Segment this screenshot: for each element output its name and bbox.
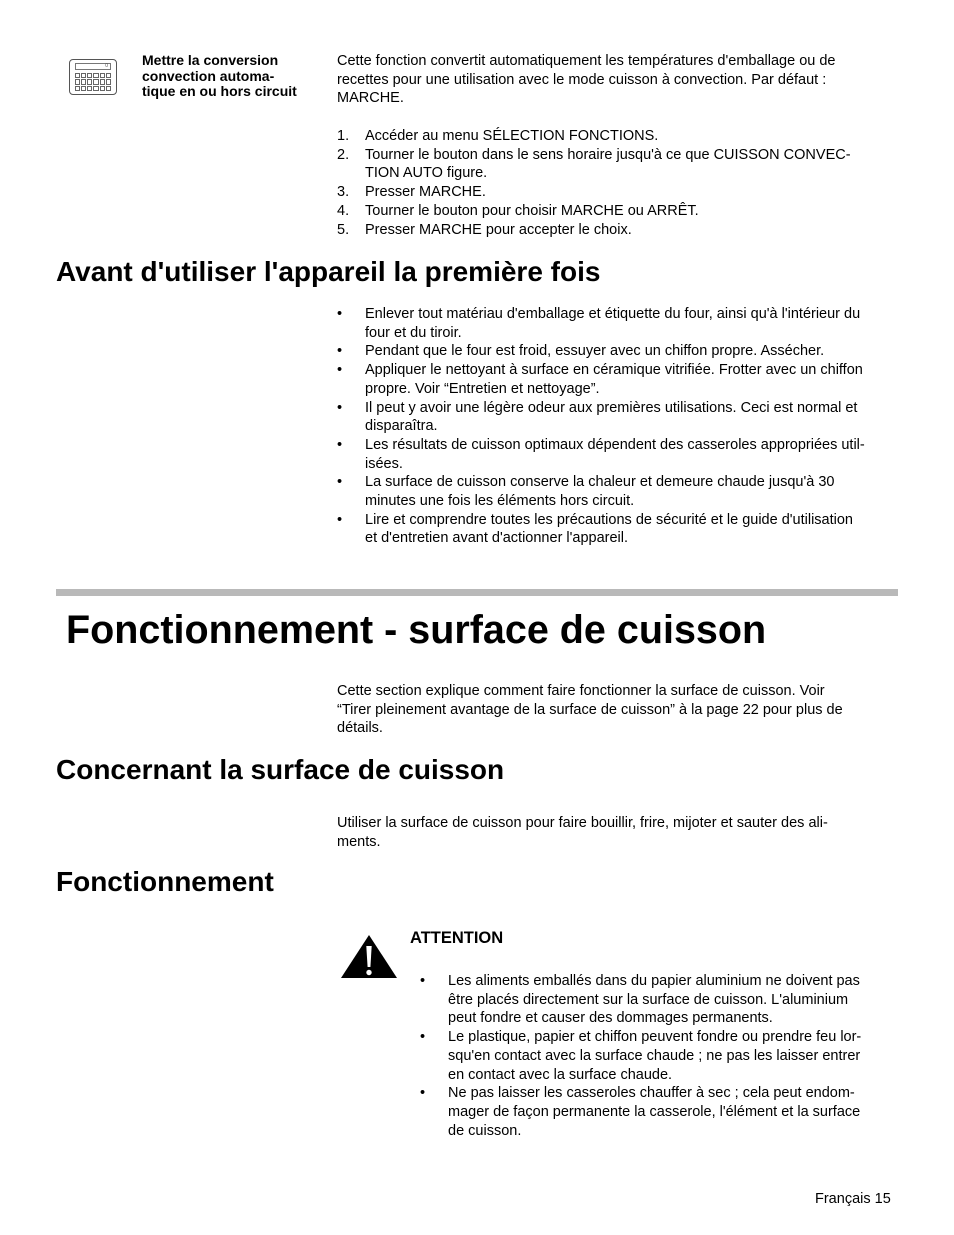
bullet-line: La surface de cuisson conserve la chaleur et demeure chaude jusqu'à 30 xyxy=(365,474,835,491)
bullet-icon: • xyxy=(337,306,343,322)
list-item xyxy=(420,972,900,1028)
bullet-line: et d'entretien avant d'actionner l'appareil. xyxy=(365,530,629,547)
convection-steps xyxy=(337,127,897,239)
chapter-intro xyxy=(337,682,897,738)
bullet-line: isées. xyxy=(365,455,403,472)
bullet-line: Pendant que le four est froid, essuyer avec un chiffon propre. Assécher. xyxy=(365,343,825,360)
bullet-line: Le plastique, papier et chiffon peuvent fondre ou prendre feu lor- xyxy=(448,1029,862,1046)
step-item xyxy=(337,146,897,183)
bullet-icon: • xyxy=(337,362,343,379)
bullet-line: Les aliments emballés dans du papier aluminium ne doivent pas xyxy=(448,973,860,989)
side-label-line: tique en ou hors circuit xyxy=(142,83,297,100)
step-item xyxy=(337,183,897,202)
keypad-display: 0 xyxy=(75,63,111,70)
section-heading-avant: Avant d'utiliser l'appareil la première fois xyxy=(56,256,601,287)
chapter-title: Fonctionnement - surface de cuisson xyxy=(66,608,767,652)
avant-bullet-list xyxy=(337,305,902,548)
keypad-keys xyxy=(75,73,111,91)
bullet-line: Lire et comprendre toutes les précautions de sécurité et le guide d'utilisation xyxy=(365,511,853,528)
bullet-line: en contact avec la surface chaude. xyxy=(448,1066,673,1083)
page-footer-label: Français 15 xyxy=(815,1191,891,1207)
bullet-icon: • xyxy=(337,399,343,416)
attention-bullet-list xyxy=(420,972,900,1140)
bullet-line: mager de façon permanente la casserole, l'élément et la surface xyxy=(448,1103,861,1120)
side-label-line: convection automa- xyxy=(142,67,275,84)
section-heading-concernant: Concernant la surface de cuisson xyxy=(56,754,505,785)
list-item xyxy=(420,1028,900,1084)
bullet-line: Il peut y avoir une légère odeur aux premières utilisations. Ceci est normal et xyxy=(365,399,858,416)
concernant-text xyxy=(337,814,882,851)
step-item xyxy=(337,221,897,240)
list-item xyxy=(337,305,902,342)
list-item xyxy=(420,1084,900,1140)
chapter-intro-line: détails. xyxy=(337,720,383,737)
step-line: TION AUTO figure. xyxy=(365,165,488,182)
keypad-icon xyxy=(69,59,117,95)
chapter-intro-line: Cette section explique comment faire fonctionner la surface de cuisson. Voir xyxy=(337,683,825,699)
step-number: 3. xyxy=(337,184,350,201)
attention-label: ATTENTION xyxy=(410,929,504,947)
intro-line: Cette fonction convertit automatiquement les températures d'emballage ou de xyxy=(337,53,836,69)
bullet-icon: • xyxy=(337,343,343,360)
concernant-line: ments. xyxy=(337,833,381,850)
step-line: Tourner le bouton dans le sens horaire jusqu'à ce que CUISSON CONVEC- xyxy=(365,146,851,163)
bullet-icon: • xyxy=(420,973,426,989)
step-number: 5. xyxy=(337,221,350,238)
list-item xyxy=(337,361,902,398)
bullet-line: squ'en contact avec la surface chaude ; ne pas les laisser entrer xyxy=(448,1047,861,1064)
intro-line: recettes pour une utilisation avec le mode cuisson à convection. Par défaut : xyxy=(337,71,827,88)
bullet-line: four et du tiroir. xyxy=(365,324,462,341)
bullet-icon: • xyxy=(420,1029,426,1046)
step-number: 4. xyxy=(337,202,350,219)
step-line: Accéder au menu SÉLECTION FONCTIONS. xyxy=(365,128,659,144)
bullet-line: Les résultats de cuisson optimaux dépendent des casseroles appropriées util- xyxy=(365,436,865,453)
bullet-icon: • xyxy=(337,474,343,491)
bullet-line: propre. Voir “Entretien et nettoyage”. xyxy=(365,380,600,397)
chapter-intro-line: “Tirer pleinement avantage de la surface de cuisson” à la page 22 pour plus de xyxy=(337,701,843,718)
warning-triangle-icon xyxy=(339,934,399,979)
step-line: Presser MARCHE. xyxy=(365,184,486,201)
bullet-line: Appliquer le nettoyant à surface en céramique vitrifiée. Frotter avec un chiffon xyxy=(365,362,863,379)
side-label-line: Mettre la conversion xyxy=(142,52,279,68)
list-item xyxy=(337,511,902,548)
bullet-icon: • xyxy=(337,511,343,528)
convection-side-label xyxy=(142,53,327,100)
bullet-line: être placés directement sur la surface de cuisson. L'aluminium xyxy=(448,991,849,1008)
chapter-divider xyxy=(56,589,898,596)
concernant-line: Utiliser la surface de cuisson pour faire bouillir, frire, mijoter et sauter des ali- xyxy=(337,815,828,831)
bullet-icon: • xyxy=(337,436,343,453)
step-item xyxy=(337,202,897,221)
list-item xyxy=(337,473,902,510)
bullet-line: disparaîtra. xyxy=(365,418,438,435)
section-heading-fonctionnement: Fonctionnement xyxy=(56,866,274,897)
list-item xyxy=(337,342,902,361)
list-item xyxy=(337,399,902,436)
bullet-line: Ne pas laisser les casseroles chauffer à sec ; cela peut endom- xyxy=(448,1085,855,1102)
step-number: 1. xyxy=(337,128,350,144)
list-item xyxy=(337,436,902,473)
step-item xyxy=(337,127,897,146)
step-line: Presser MARCHE pour accepter le choix. xyxy=(365,221,632,238)
step-number: 2. xyxy=(337,146,350,163)
bullet-icon: • xyxy=(420,1085,426,1102)
convection-intro xyxy=(337,52,882,108)
bullet-line: minutes une fois les éléments hors circuit. xyxy=(365,493,635,510)
bullet-line: peut fondre et causer des dommages permanents. xyxy=(448,1010,773,1027)
step-line: Tourner le bouton pour choisir MARCHE ou ARRÊT. xyxy=(365,202,699,219)
bullet-line: Enlever tout matériau d'emballage et étiquette du four, ainsi qu'à l'intérieur du xyxy=(365,306,861,322)
bullet-line: de cuisson. xyxy=(448,1122,522,1139)
intro-line: MARCHE. xyxy=(337,90,404,107)
